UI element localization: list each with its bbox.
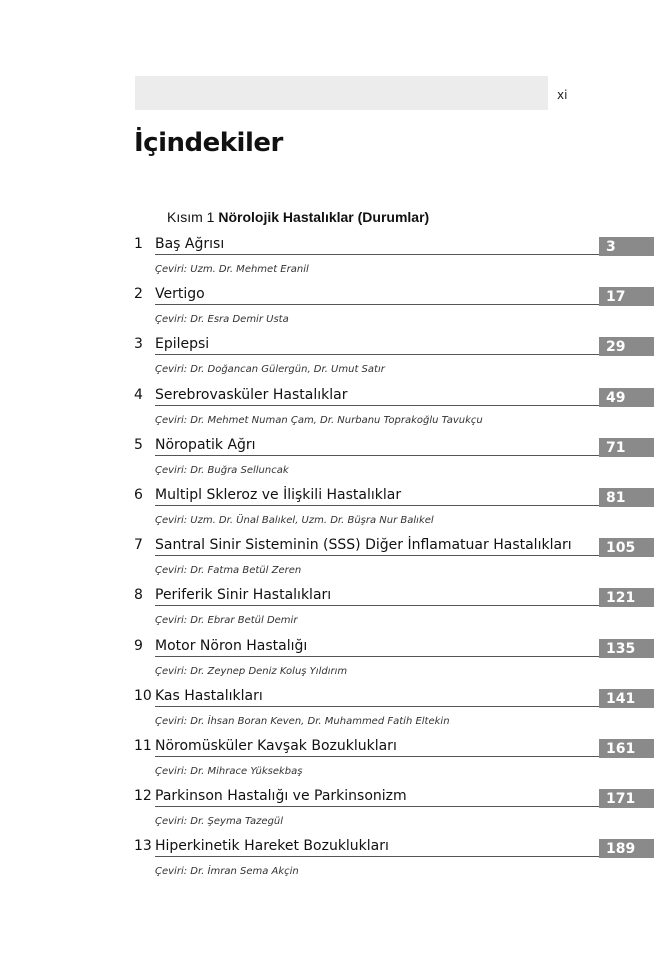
entry-rule bbox=[155, 455, 599, 456]
chapter-number: 2 bbox=[134, 286, 143, 303]
chapter-page-badge[interactable]: 105 bbox=[599, 538, 654, 557]
chapter-page-badge[interactable]: 141 bbox=[599, 689, 654, 708]
chapter-number: 7 bbox=[134, 537, 143, 554]
chapter-title[interactable]: Vertigo bbox=[155, 286, 205, 303]
chapter-number: 3 bbox=[134, 336, 143, 353]
entry-rule bbox=[155, 756, 599, 757]
chapter-title[interactable]: Nöropatik Ağrı bbox=[155, 436, 256, 453]
part-prefix: Kısım 1 bbox=[167, 209, 215, 225]
chapter-translator: Çeviri: Dr. Buğra Selluncak bbox=[155, 464, 289, 476]
chapter-page-badge[interactable]: 17 bbox=[599, 287, 654, 306]
chapter-title[interactable]: Baş Ağrısı bbox=[155, 236, 225, 252]
toc-entry[interactable] bbox=[0, 436, 654, 486]
chapter-number: 6 bbox=[134, 487, 143, 503]
toc-entry[interactable] bbox=[0, 586, 654, 636]
part-title: Nörolojik Hastalıklar (Durumlar) bbox=[218, 209, 430, 225]
chapter-page-badge[interactable]: 71 bbox=[599, 438, 654, 457]
toc-entry[interactable] bbox=[0, 687, 654, 737]
chapter-translator: Çeviri: Dr. Mehmet Numan Çam, Dr. Nurbanu Toprakoğlu Tavukçu bbox=[155, 414, 483, 426]
chapter-number: 13 bbox=[134, 838, 152, 855]
chapter-number: 1 bbox=[134, 236, 143, 252]
chapter-title[interactable]: Serebrovasküler Hastalıklar bbox=[155, 386, 348, 403]
chapter-page-badge[interactable]: 121 bbox=[599, 588, 654, 607]
entry-rule bbox=[155, 254, 599, 255]
chapter-title[interactable]: Parkinson Hastalığı ve Parkinsonizm bbox=[155, 788, 407, 805]
page-number: xi bbox=[557, 88, 568, 102]
chapter-page-badge[interactable]: 3 bbox=[599, 237, 654, 256]
entry-rule bbox=[155, 605, 599, 606]
chapter-translator: Çeviri: Dr. Ebrar Betül Demir bbox=[155, 615, 298, 627]
chapter-number: 4 bbox=[134, 386, 143, 403]
chapter-number: 8 bbox=[134, 587, 143, 604]
chapter-translator: Çeviri: Dr. Esra Demir Usta bbox=[155, 314, 289, 326]
chapter-translator: Çeviri: Uzm. Dr. Mehmet Eranil bbox=[155, 264, 309, 275]
chapter-title[interactable]: Periferik Sinir Hastalıkları bbox=[155, 587, 332, 604]
chapter-translator: Çeviri: Dr. Fatma Betül Zeren bbox=[155, 565, 302, 577]
chapter-page-badge[interactable]: 49 bbox=[599, 388, 654, 407]
toc-entry[interactable] bbox=[0, 285, 654, 335]
entry-rule bbox=[155, 354, 599, 355]
chapter-number: 11 bbox=[134, 738, 152, 754]
toc-entry[interactable] bbox=[0, 787, 654, 837]
toc-entry[interactable] bbox=[0, 235, 654, 285]
chapter-title[interactable]: Nöromüsküler Kavşak Bozuklukları bbox=[155, 738, 397, 754]
chapter-title[interactable]: Santral Sinir Sisteminin (SSS) Diğer İnflamatuar Hastalıkları bbox=[155, 537, 572, 554]
entry-rule bbox=[155, 806, 599, 807]
entry-rule bbox=[155, 656, 599, 657]
chapter-number: 5 bbox=[134, 436, 143, 453]
chapter-page-badge[interactable]: 29 bbox=[599, 337, 654, 356]
chapter-title[interactable]: Epilepsi bbox=[155, 336, 210, 353]
entry-rule bbox=[155, 304, 599, 305]
entry-rule bbox=[155, 555, 599, 556]
chapter-title[interactable]: Multipl Skleroz ve İlişkili Hastalıklar bbox=[155, 487, 402, 503]
toc-entry[interactable] bbox=[0, 737, 654, 787]
chapter-number: 12 bbox=[134, 788, 152, 805]
chapter-translator: Çeviri: Dr. Şeyma Tazegül bbox=[155, 816, 284, 828]
entry-rule bbox=[155, 706, 599, 707]
chapter-page-badge[interactable]: 189 bbox=[599, 839, 654, 858]
chapter-title[interactable]: Hiperkinetik Hareket Bozuklukları bbox=[155, 838, 389, 855]
entry-rule bbox=[155, 505, 599, 506]
toc-entry[interactable] bbox=[0, 386, 654, 436]
chapter-translator: Çeviri: Uzm. Dr. Ünal Balıkel, Uzm. Dr. Büşra Nur Balıkel bbox=[155, 515, 434, 526]
page-title: İçindekiler bbox=[134, 128, 283, 158]
chapter-title[interactable]: Kas Hastalıkları bbox=[155, 687, 263, 704]
chapter-translator: Çeviri: Dr. Doğancan Gülergün, Dr. Umut Satır bbox=[155, 364, 385, 376]
toc-entry[interactable] bbox=[0, 335, 654, 385]
entry-rule bbox=[155, 856, 599, 857]
chapter-translator: Çeviri: Dr. Mihrace Yüksekbaş bbox=[155, 766, 303, 777]
toc-entry[interactable] bbox=[0, 486, 654, 536]
chapter-page-badge[interactable]: 81 bbox=[599, 488, 654, 507]
entry-rule bbox=[155, 405, 599, 406]
toc-entry[interactable] bbox=[0, 536, 654, 586]
toc-entry[interactable] bbox=[0, 837, 654, 887]
chapter-translator: Çeviri: Dr. İhsan Boran Keven, Dr. Muhammed Fatih Eltekin bbox=[155, 715, 450, 727]
chapter-translator: Çeviri: Dr. İmran Sema Akçin bbox=[155, 866, 299, 878]
toc-entry[interactable] bbox=[0, 637, 654, 687]
chapter-page-badge[interactable]: 135 bbox=[599, 639, 654, 658]
chapter-title[interactable]: Motor Nöron Hastalığı bbox=[155, 637, 308, 654]
chapter-page-badge[interactable]: 171 bbox=[599, 789, 654, 808]
chapter-number: 10 bbox=[134, 687, 152, 704]
chapter-number: 9 bbox=[134, 637, 143, 654]
chapter-translator: Çeviri: Dr. Zeynep Deniz Koluş Yıldırım bbox=[155, 665, 348, 677]
chapter-page-badge[interactable]: 161 bbox=[599, 739, 654, 758]
